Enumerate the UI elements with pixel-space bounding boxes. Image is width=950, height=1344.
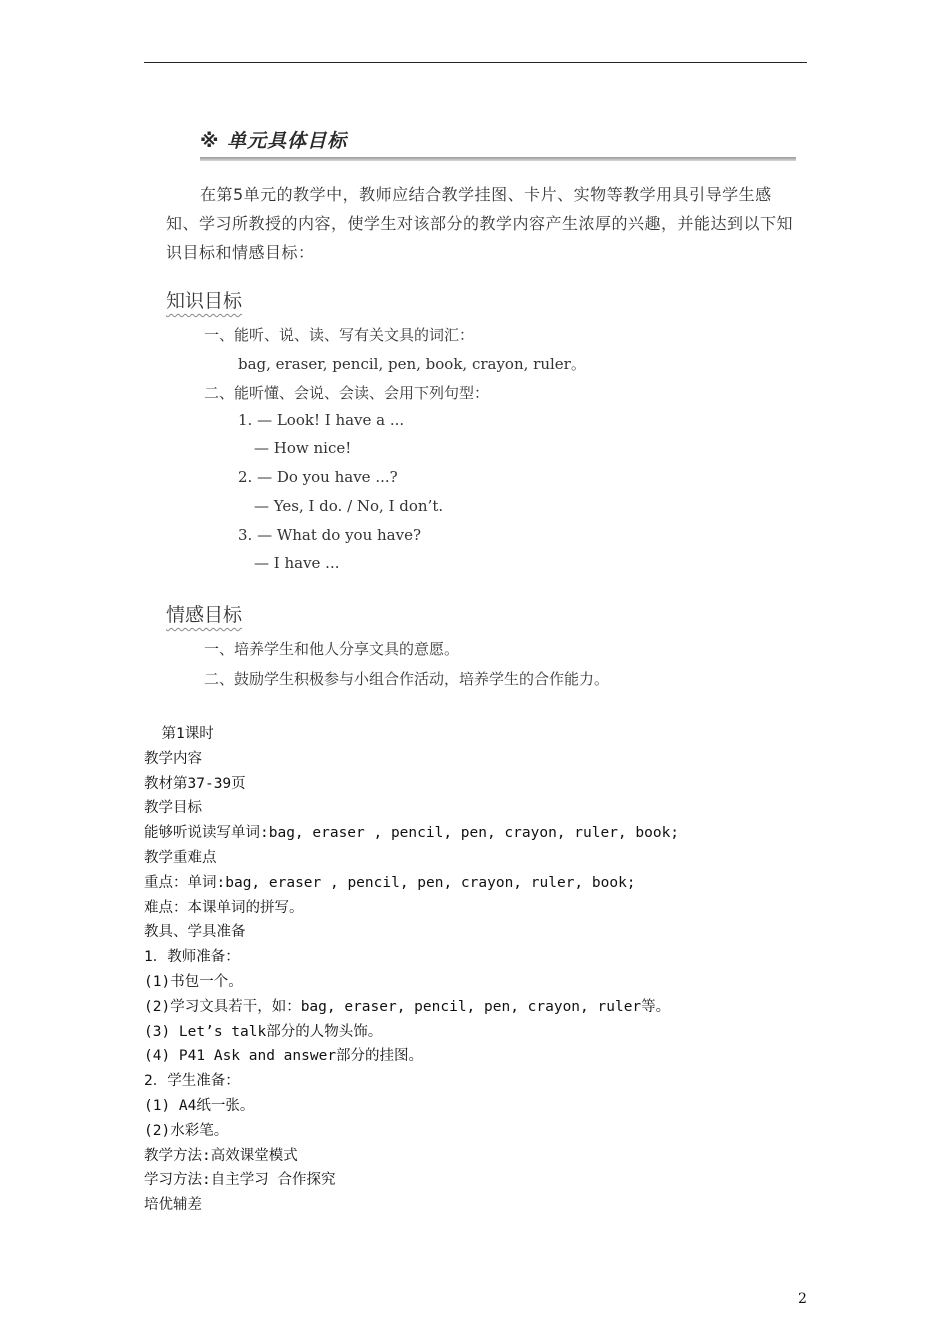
content-pages: 教材第37-39页	[144, 775, 246, 792]
scanned-objectives-panel	[160, 112, 800, 702]
teaching-method: 教学方法:高效课堂模式	[144, 1147, 298, 1164]
lesson-plan-body	[144, 722, 679, 1218]
sentence-3a: 3. — What do you have?	[238, 526, 421, 544]
teacher-prep-item: (1)书包一个。	[144, 973, 243, 990]
teacher-prep-heading: 1．教师准备：	[144, 949, 240, 966]
section-title: ※ 单元具体目标	[200, 130, 348, 152]
teacher-prep-item: (3) Let’s talk部分的人物头饰。	[144, 1023, 383, 1040]
goals-text: 能够听说读写单词:bag, eraser , pencil, pen, crayon, ruler, book;	[144, 825, 680, 842]
teacher-prep-item: (4) P41 Ask and answer部分的挂图。	[144, 1048, 424, 1065]
lesson-period: 第1课时	[144, 726, 214, 742]
key-points-heading: 教学重难点	[144, 849, 217, 866]
knowledge-item-1: 一、能听、说、读、写有关文具的词汇：	[204, 326, 475, 344]
tutoring-heading: 培优辅差	[144, 1197, 202, 1214]
key-point: 重点：单词:bag, eraser , pencil, pen, crayon, ruler, book;	[144, 874, 636, 891]
knowledge-heading: 知识目标	[166, 290, 243, 312]
learning-method: 学习方法:自主学习 合作探究	[144, 1172, 336, 1189]
header-rule	[144, 62, 807, 63]
section-title-rule	[200, 157, 796, 161]
page-number: 2	[798, 1291, 807, 1307]
knowledge-item-2: 二、能听懂、会说、会读、会用下列句型：	[204, 384, 490, 402]
sentence-3b: — I have ...	[254, 554, 340, 572]
teacher-prep-item: (2)学习文具若干，如：bag, eraser, pencil, pen, crayon, ruler等。	[144, 998, 671, 1015]
emotion-item-2: 二、鼓励学生积极参与小组合作活动，培养学生的合作能力。	[204, 670, 610, 688]
student-prep-item: (2)水彩笔。	[144, 1122, 229, 1139]
emotion-heading: 情感目标	[166, 604, 243, 626]
goals-heading: 教学目标	[144, 800, 202, 817]
difficult-point: 难点：本课单词的拼写。	[144, 899, 304, 916]
materials-heading: 教具、学具准备	[144, 924, 246, 941]
intro-paragraph: 在第5单元的教学中，教师应结合教学挂图、卡片、实物等教学用具引导学生感知、学习所教授的内容，使学生对该部分的教学内容产生浓厚的兴趣，并能达到以下知识目标和情感目标：	[166, 185, 794, 262]
sentence-2a: 2. — Do you have ...?	[238, 468, 398, 486]
emotion-item-1: 一、培养学生和他人分享文具的意愿。	[204, 640, 460, 658]
content-heading: 教学内容	[144, 750, 202, 767]
student-prep-item: (1) A4纸一张。	[144, 1097, 255, 1114]
sentence-2b: — Yes, I do. / No, I don’t.	[254, 497, 444, 515]
sentence-1b: — How nice!	[254, 439, 352, 457]
sentence-1a: 1. — Look! I have a ...	[238, 411, 405, 429]
vocabulary-words: bag, eraser, pencil, pen, book, crayon, ruler。	[238, 355, 586, 373]
student-prep-heading: 2．学生准备：	[144, 1073, 240, 1090]
